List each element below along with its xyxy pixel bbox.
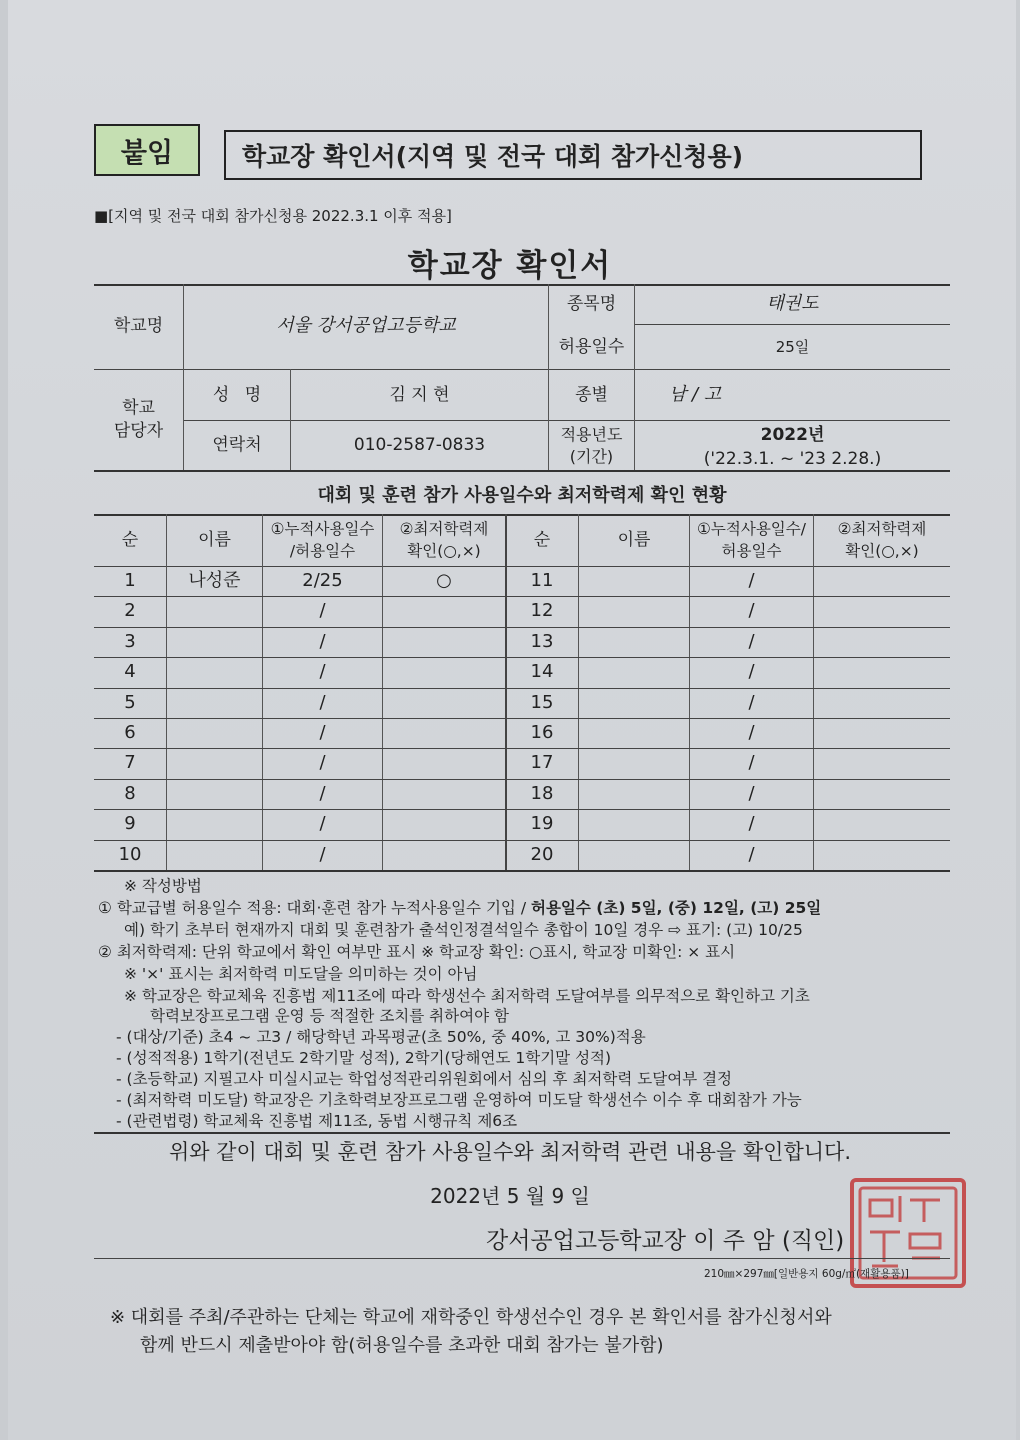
table-cell-name-left: [167, 657, 262, 687]
table-cell-days-right: /: [748, 691, 755, 713]
table-row-divider: [506, 779, 950, 780]
table-cell-check-right: [814, 566, 950, 596]
school-label: 학교명: [113, 316, 164, 337]
table-cell-name-right: [579, 566, 689, 596]
col-header-days-left: ①누적사용일수 /허용일수: [270, 519, 375, 560]
table-cell-days-right: /: [748, 630, 755, 652]
note-detail-1: - (대상/기준) 초4 ~ 고3 / 해당학년 과목평균(초 50%, 중 40%, 고 30%)적용: [116, 1028, 646, 1046]
col-header-no-right: 순: [533, 529, 551, 550]
table-row-divider: [506, 718, 950, 719]
table-cell-no-left: 1: [124, 570, 136, 592]
note-2-sub-1: ※ '×' 표시는 최저학력 미도달을 의미하는 것이 아님: [124, 965, 478, 983]
table-row-divider: [94, 627, 505, 628]
table-cell-days-right: /: [748, 570, 755, 592]
table-cell-name-left: [167, 627, 262, 657]
table-cell-check-right: [814, 688, 950, 718]
col-header-name-left: 이름: [198, 529, 231, 550]
table-cell-name-left: [167, 840, 262, 870]
table-cell-name-left: [167, 718, 262, 748]
table-row-divider: [506, 657, 950, 658]
table-cell-no-left: 10: [118, 843, 142, 865]
table-cell-check-right: [814, 748, 950, 778]
table-cell-name-left: [167, 748, 262, 778]
col-header-check-right: ②최저학력제 확인(○,×): [837, 519, 927, 560]
table-cell-no-left: 9: [124, 813, 136, 835]
table-cell-days-right: /: [748, 752, 755, 774]
table-row-divider: [506, 748, 950, 749]
table-cell-no-left: 6: [124, 722, 136, 744]
table-cell-check-left: ○: [436, 570, 452, 592]
table-row-divider: [94, 596, 505, 597]
sport-value: 태권도: [766, 292, 819, 314]
table-cell-no-left: 3: [124, 630, 136, 652]
table-cell-days-left: 2/25: [302, 570, 343, 592]
table-cell-check-right: [814, 596, 950, 626]
table-row-divider: [94, 809, 505, 810]
table-row-divider: [94, 688, 505, 689]
table-cell-days-left: /: [319, 782, 326, 804]
school-value: 서울 강서공업고등학교: [276, 315, 456, 337]
table-cell-check-left: [383, 596, 505, 626]
table-cell-name-right: [579, 627, 689, 657]
table-cell-name-right: [579, 596, 689, 626]
note-1-example: 예) 학기 초부터 현재까지 대회 및 훈련참가 출석인정결석일수 총합이 10일 경우 ⇨ 표기: (고) 10/25: [124, 921, 803, 939]
table-row-divider: [506, 596, 950, 597]
table-cell-no-left: 7: [124, 752, 136, 774]
table-cell-days-left: /: [319, 630, 326, 652]
table-cell-no-right: 17: [530, 752, 554, 774]
table-cell-name-left: 나성준: [188, 570, 241, 592]
document-heading: 학교장 확인서(지역 및 전국 대회 참가신청용): [224, 130, 922, 180]
declaration: 위와 같이 대회 및 훈련 참가 사용일수와 최저학력 관련 내용을 확인합니다.: [168, 1140, 851, 1164]
table-cell-no-right: 11: [530, 570, 554, 592]
table-cell-name-right: [579, 809, 689, 839]
year-label: 적용년도 (기간): [560, 424, 623, 466]
table-cell-check-right: [814, 627, 950, 657]
table-cell-name-right: [579, 718, 689, 748]
note-1-bold: 허용일수 (초) 5일, (중) 12일, (고) 25일: [530, 899, 822, 917]
table-cell-check-left: [383, 688, 505, 718]
col-header-no-left: 순: [121, 529, 139, 550]
table-cell-name-right: [579, 748, 689, 778]
table-cell-check-left: [383, 779, 505, 809]
status-title: 대회 및 훈련 참가 사용일수와 최저학력제 확인 현황: [317, 485, 727, 506]
table-cell-check-left: [383, 627, 505, 657]
table-cell-name-left: [167, 688, 262, 718]
table-row-divider: [506, 688, 950, 689]
col-header-check-left: ②최저학력제 확인(○,×): [399, 519, 489, 560]
col-header-name-right: 이름: [617, 529, 651, 550]
note-1: [98, 896, 821, 918]
table-row-divider: [506, 840, 950, 841]
year-value: 2022년: [760, 424, 825, 445]
table-cell-check-left: [383, 657, 505, 687]
principal-signature: 강서공업고등학교장 이 주 암 (직인): [486, 1228, 845, 1254]
note-2-sub-2b: 학력보장프로그램 운영 등 적절한 조치를 취하여야 함: [150, 1007, 509, 1025]
table-cell-check-right: [814, 840, 950, 870]
table-cell-days-left: /: [319, 752, 326, 774]
table-cell-no-left: 8: [124, 782, 136, 804]
table-cell-name-right: [579, 779, 689, 809]
table-cell-check-right: [814, 657, 950, 687]
manager-name-label: 성 명: [212, 384, 262, 405]
table-row-divider: [94, 657, 505, 658]
table-row-divider: [94, 779, 505, 780]
sport-label: 종목명: [566, 293, 617, 314]
contact-label: 연락처: [212, 435, 262, 456]
table-cell-check-left: [383, 809, 505, 839]
note-2: ② 최저학력제: 단위 학교에서 확인 여부만 표시 ※ 학교장 확인: ○표시, 학교장 미확인: × 표시: [98, 943, 736, 961]
table-cell-no-left: 2: [124, 600, 136, 622]
table-cell-check-right: [814, 718, 950, 748]
manager-name-value: 김 지 현: [389, 384, 450, 405]
note-2-sub-2a: ※ 학교장은 학교체육 진흥법 제11조에 따라 학생선수 최저학력 도달여부를 의무적으로 확인하고 기초: [124, 987, 810, 1005]
table-cell-no-right: 19: [530, 813, 554, 835]
contact-value: 010-2587-0833: [353, 435, 486, 456]
footer-note-2: 함께 반드시 제출받아야 함(허용일수를 초과한 대회 참가는 불가함): [140, 1335, 664, 1356]
issue-date: 2022년 5 월 9 일: [430, 1184, 590, 1208]
table-cell-days-right: /: [748, 600, 755, 622]
table-cell-name-left: [167, 779, 262, 809]
note-detail-2: - (성적적용) 1학기(전년도 2학기말 성적), 2학기(당해연도 1학기말 성적): [116, 1049, 612, 1067]
col-header-days-right: ①누적사용일수/ 허용일수: [697, 519, 806, 560]
table-cell-days-left: /: [319, 661, 326, 683]
table-cell-name-right: [579, 657, 689, 687]
period-value: ('22.3.1. ~ '23 2.28.): [703, 448, 882, 469]
table-cell-check-left: [383, 718, 505, 748]
table-cell-days-left: /: [319, 691, 326, 713]
table-row-divider: [94, 718, 505, 719]
table-cell-check-right: [814, 779, 950, 809]
table-cell-no-right: 13: [530, 630, 554, 652]
table-cell-name-right: [579, 840, 689, 870]
footer-note-1: ※ 대회를 주최/주관하는 단체는 학교에 재학중인 학생선수인 경우 본 확인서를 참가신청서와: [110, 1307, 832, 1328]
table-cell-check-left: [383, 840, 505, 870]
table-cell-name-left: [167, 809, 262, 839]
note-detail-5: - (관련법령) 학교체육 진흥법 제11조, 동법 시행규칙 제6조: [116, 1112, 518, 1130]
note-1-text: ① 학교급별 허용일수 적용: 대회·훈련 참가 누적사용일수 기입 /: [98, 899, 531, 917]
table-cell-no-right: 12: [530, 600, 554, 622]
table-cell-no-right: 20: [530, 843, 554, 865]
table-row-divider: [94, 748, 505, 749]
paper-spec: 210㎜×297㎜[일반용지 60g/㎡(재활용품)]: [704, 1268, 909, 1280]
attachment-tag: 붙임: [94, 124, 200, 176]
page-title: 학교장 확인서: [407, 248, 613, 284]
table-cell-days-right: /: [748, 813, 755, 835]
table-cell-days-right: /: [748, 843, 755, 865]
table-row-divider: [94, 840, 505, 841]
type-value: 남 / 고: [668, 383, 722, 405]
table-row-divider: [506, 627, 950, 628]
table-cell-no-left: 5: [124, 691, 136, 713]
table-cell-days-right: /: [748, 782, 755, 804]
table-cell-days-left: /: [319, 813, 326, 835]
applicability-note: ■[지역 및 전국 대회 참가신청용 2022.3.1 이후 적용]: [94, 207, 452, 225]
allowed-days-label: 허용일수: [558, 336, 625, 357]
table-cell-no-right: 14: [530, 661, 554, 683]
note-detail-3: - (초등학교) 지필고사 미실시교는 학업성적관리위원회에서 심의 후 최저학력 도달여부 결정: [116, 1070, 733, 1088]
table-row-divider: [506, 809, 950, 810]
table-cell-no-right: 16: [530, 722, 554, 744]
table-cell-name-right: [579, 688, 689, 718]
table-cell-no-right: 15: [530, 691, 554, 713]
table-cell-days-right: /: [748, 722, 755, 744]
table-cell-days-left: /: [319, 600, 326, 622]
table-cell-name-left: [167, 596, 262, 626]
table-cell-days-left: /: [319, 722, 326, 744]
allowed-days-value: 25일: [775, 337, 810, 356]
table-cell-no-right: 18: [530, 782, 554, 804]
notes-heading: ※ 작성방법: [124, 877, 202, 895]
table-cell-days-right: /: [748, 661, 755, 683]
table-cell-no-left: 4: [124, 661, 136, 683]
table-cell-check-left: [383, 748, 505, 778]
type-label: 종별: [575, 384, 608, 405]
table-cell-check-right: [814, 809, 950, 839]
note-detail-4: - (최저학력 미도달) 학교장은 기초학력보장프로그램 운영하여 미도달 학생선수 이수 후 대회참가 가능: [116, 1091, 802, 1109]
table-cell-days-left: /: [319, 843, 326, 865]
manager-label: 학교 담당자: [113, 398, 164, 441]
